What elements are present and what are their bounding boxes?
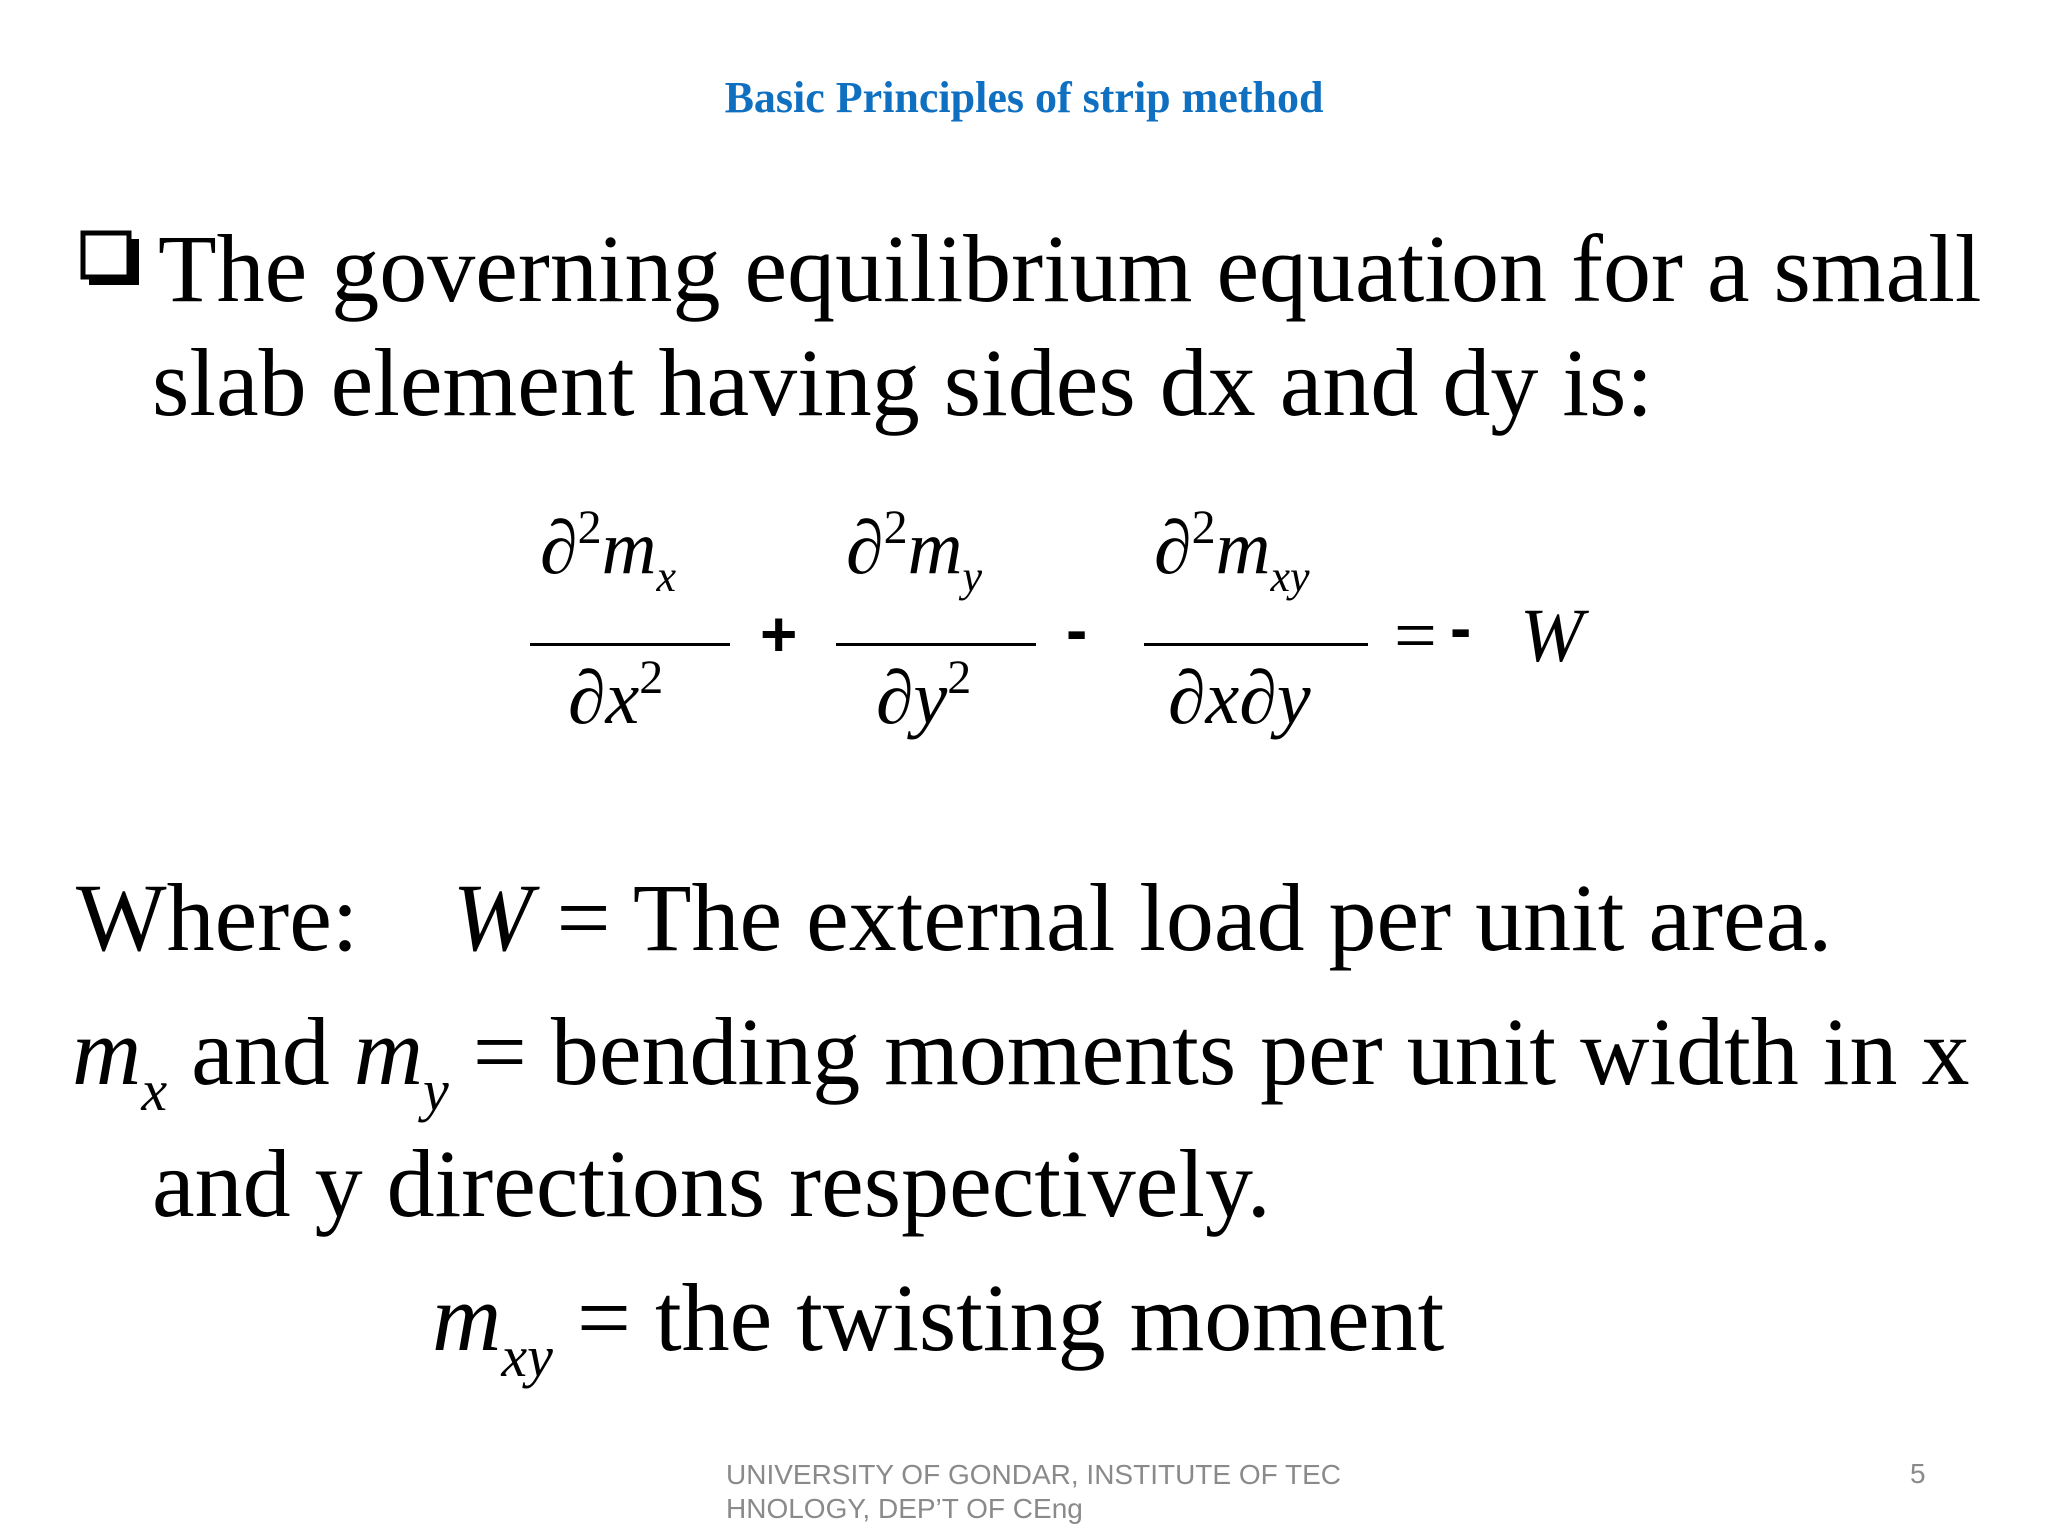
term1-denominator <box>568 651 664 742</box>
fraction-bar-3 <box>1144 643 1368 646</box>
exponent: 2 <box>639 651 664 704</box>
slide-title: Basic Principles of strip method <box>724 73 1324 122</box>
term2-denominator <box>876 651 972 742</box>
fraction-bar-1 <box>530 643 730 646</box>
checkbox-bullet-icon <box>80 230 142 288</box>
minus-operator: - <box>1066 594 1088 666</box>
mxy-subscript: xy <box>501 1324 553 1389</box>
where-label: Where: <box>76 864 359 971</box>
and-text: and <box>167 998 354 1105</box>
definition-mx-my <box>72 996 1970 1123</box>
slide-footer: UNIVERSITY OF GONDAR, INSTITUTE OF TECHNOLOGY, DEP’T OF CEng <box>726 1459 1342 1524</box>
variable: m <box>601 506 657 590</box>
equilibrium-equation <box>520 501 1620 765</box>
mxy-variable: m <box>432 1264 502 1371</box>
equals-sign: = <box>1394 594 1437 678</box>
partial-symbol: ∂ <box>846 506 884 590</box>
definition-mxy <box>432 1262 1445 1389</box>
mx-subscript: x <box>141 1058 168 1123</box>
moment-definition-line-2: and y directions respectively. <box>152 1130 1271 1237</box>
partial-symbol: ∂ <box>540 506 578 590</box>
partial-symbol: ∂ <box>1154 506 1192 590</box>
my-variable: m <box>353 998 424 1105</box>
plus-operator: + <box>760 598 798 670</box>
variable: m <box>907 506 963 590</box>
term3-denominator <box>1168 655 1311 742</box>
term2-numerator <box>846 501 982 601</box>
denominator-var: ∂y <box>876 656 948 740</box>
exponent: 2 <box>577 501 602 554</box>
w-definition: = The external load per unit area. <box>556 864 1833 971</box>
exponent: 2 <box>883 501 908 554</box>
denominator-var: ∂x∂y <box>1168 656 1311 740</box>
w-symbol: W <box>452 864 533 971</box>
bullet-text-line-2: slab element having sides dx and dy is: <box>152 329 1654 436</box>
exponent: 2 <box>1191 501 1216 554</box>
term3-numerator <box>1154 501 1310 601</box>
bullet-text-line-1: The governing equilibrium equation for a small <box>158 215 1982 322</box>
term1-numerator <box>540 501 676 601</box>
moment-definition: = bending moments per unit width in x <box>448 998 1970 1105</box>
subscript: xy <box>1270 552 1310 601</box>
exponent: 2 <box>947 651 972 704</box>
variable: m <box>1215 506 1271 590</box>
rhs-load-symbol: W <box>1520 594 1584 678</box>
my-subscript: y <box>423 1058 449 1123</box>
mx-variable: m <box>72 998 142 1105</box>
definition-mx-my-continued <box>152 1128 1271 1239</box>
fraction-bar-2 <box>836 643 1036 646</box>
subscript: y <box>962 552 982 601</box>
subscript: x <box>656 552 676 601</box>
twisting-moment-definition: = the twisting moment <box>552 1264 1445 1371</box>
definition-w <box>76 862 1832 973</box>
slide-number: 5 <box>1910 1458 1926 1489</box>
denominator-var: ∂x <box>568 656 640 740</box>
minus-operator-rhs: - <box>1450 592 1472 664</box>
